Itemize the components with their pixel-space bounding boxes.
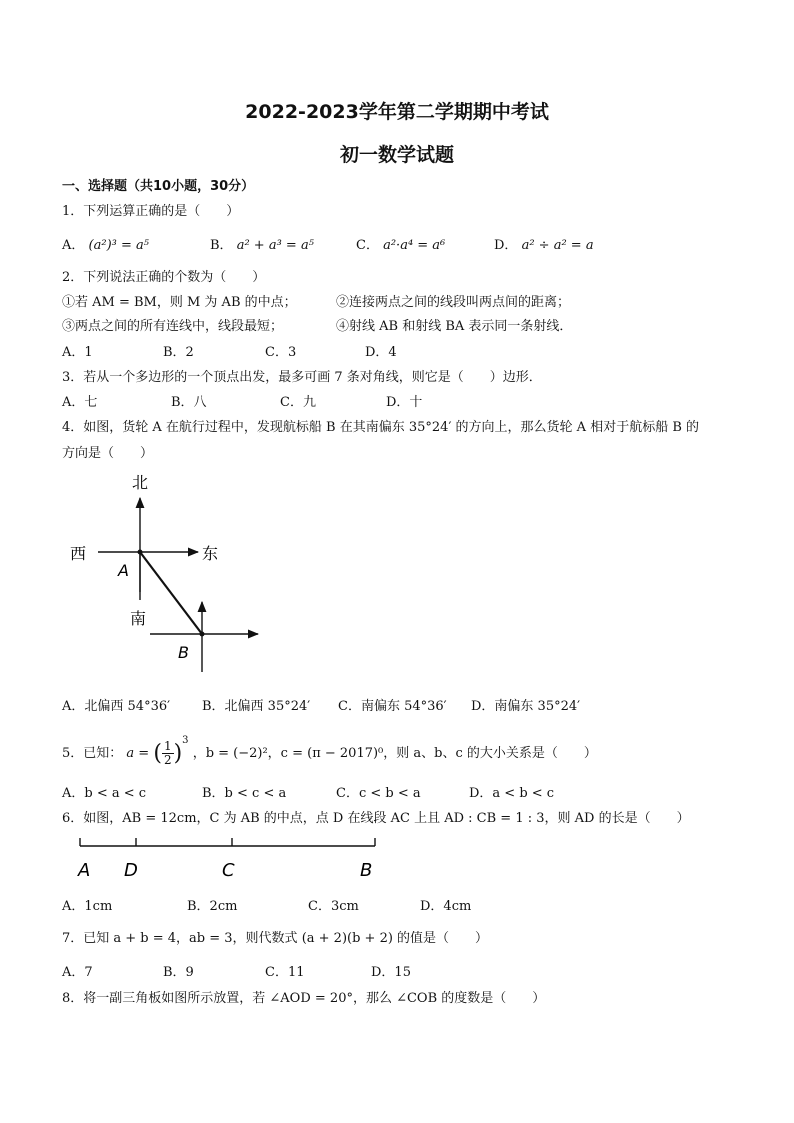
question-1-option-c — [356, 234, 445, 253]
question-4-stem-line2: 方向是（ ） — [62, 446, 154, 461]
question-6-stem: 6．如图，AB = 12cm，C 为 AB 的中点，点 D 在线段 AC 上且 AD : CB = 1 : 3，则 AD 的长是（ ） — [62, 811, 690, 826]
option-math: (a²)³ = a⁵ — [88, 238, 149, 253]
question-6-option-c: C．3cm — [308, 899, 359, 914]
east-label: 东 — [202, 544, 219, 563]
question-7-option-c: C．11 — [265, 965, 305, 980]
question-3-option-b: B．八 — [171, 395, 207, 410]
label-a: A — [78, 860, 91, 881]
question-1-option-a — [62, 234, 149, 253]
option-letter: C． — [356, 238, 379, 253]
label-b: B — [360, 860, 373, 881]
question-5-option-a: A．b < a < c — [62, 786, 147, 801]
question-2-option-c: C．3 — [265, 345, 297, 360]
question-3-option-c: C．九 — [280, 395, 316, 410]
question-5-stem — [62, 735, 597, 767]
question-8-stem: 8．将一副三角板如图所示放置，若 ∠AOD = 20°，那么 ∠COB 的度数是（ ） — [62, 991, 546, 1006]
question-7-stem: 7．已知 a + b = 4，ab = 3，则代数式 (a + 2)(b + 2) 的值是（ ） — [62, 931, 489, 946]
question-2-statement-1: ①若 AM = BM，则 M 为 AB 的中点； — [62, 295, 297, 310]
question-2-option-b: B．2 — [163, 345, 194, 360]
question-4-option-c: C．南偏东 54°36′ — [338, 699, 447, 714]
question-5-option-b: B．b < c < a — [202, 786, 287, 801]
option-math: a²·a⁴ = a⁶ — [383, 238, 446, 253]
point-a-label: A — [118, 561, 129, 580]
west-label: 西 — [70, 544, 87, 563]
question-5-option-c: C．c < b < a — [336, 786, 421, 801]
question-2-statement-2: ②连接两点之间的线段叫两点间的距离； — [336, 295, 571, 310]
question-1-stem: 1．下列运算正确的是（ ） — [62, 204, 240, 219]
question-3-stem: 3．若从一个多边形的一个顶点出发，最多可画 7 条对角线，则它是（ ）边形． — [62, 370, 542, 385]
question-4-stem-line1: 4．如图，货轮 A 在航行过程中，发现航标船 B 在其南偏东 35°24′ 的方向上，那么货轮 A 相对于航标船 B 的 — [62, 420, 700, 435]
point-b-dot — [200, 632, 205, 637]
south-label: 南 — [130, 609, 147, 628]
segment-figure — [70, 834, 390, 884]
question-3-option-a: A．七 — [62, 395, 98, 410]
option-letter: D． — [494, 238, 518, 253]
label-c: C — [222, 860, 235, 881]
question-5-prefix: 5．已知： — [62, 746, 123, 761]
question-7-option-a: A．7 — [62, 965, 93, 980]
question-6-option-d: D．4cm — [420, 899, 472, 914]
question-6-option-b: B．2cm — [187, 899, 238, 914]
question-2-option-a: A．1 — [62, 345, 93, 360]
question-2-statement-3: ③两点之间的所有连线中，线段最短； — [62, 319, 284, 334]
question-7-option-d: D．15 — [371, 965, 411, 980]
option-letter: A． — [62, 238, 85, 253]
point-b-label: B — [178, 643, 189, 662]
question-5-option-d: D．a < b < c — [469, 786, 555, 801]
question-4-option-b: B．北偏西 35°24′ — [202, 699, 311, 714]
label-d: D — [124, 860, 138, 881]
question-5-a-label: a = — [126, 746, 150, 761]
question-1-option-b — [210, 234, 314, 253]
option-math: a² ÷ a² = a — [521, 238, 594, 253]
question-6-option-a: A．1cm — [62, 899, 113, 914]
compass-figure — [60, 462, 280, 692]
option-letter: B． — [210, 238, 233, 253]
question-7-option-b: B．9 — [163, 965, 194, 980]
option-math: a² + a³ = a⁵ — [236, 238, 314, 253]
segment-ab — [140, 552, 202, 634]
close-paren: ) — [173, 741, 183, 766]
exponent-three: 3 — [182, 735, 189, 746]
question-2-statement-4: ④射线 AB 和射线 BA 表示同一条射线． — [336, 319, 573, 334]
question-2-option-d: D．4 — [365, 345, 397, 360]
question-3-option-d: D．十 — [386, 395, 423, 410]
section-heading: 一、选择题（共10小题，30分） — [62, 179, 255, 194]
open-paren: ( — [153, 741, 162, 766]
exam-title: 2022-2023学年第二学期期中考试 — [245, 101, 549, 123]
question-5-rest: ，b = (−2)²，c = (π − 2017)⁰，则 a、b、c 的大小关系是（ ） — [192, 746, 597, 761]
exam-subtitle: 初一数学试题 — [339, 144, 454, 166]
question-4-option-a: A．北偏西 54°36′ — [62, 699, 171, 714]
fraction-one-half: $\frac{1}{2}$ — [163, 739, 172, 767]
question-2-stem: 2．下列说法正确的个数为（ ） — [62, 270, 266, 285]
north-label: 北 — [132, 473, 149, 492]
question-1-option-d — [494, 234, 594, 253]
question-4-option-d: D．南偏东 35°24′ — [471, 699, 581, 714]
